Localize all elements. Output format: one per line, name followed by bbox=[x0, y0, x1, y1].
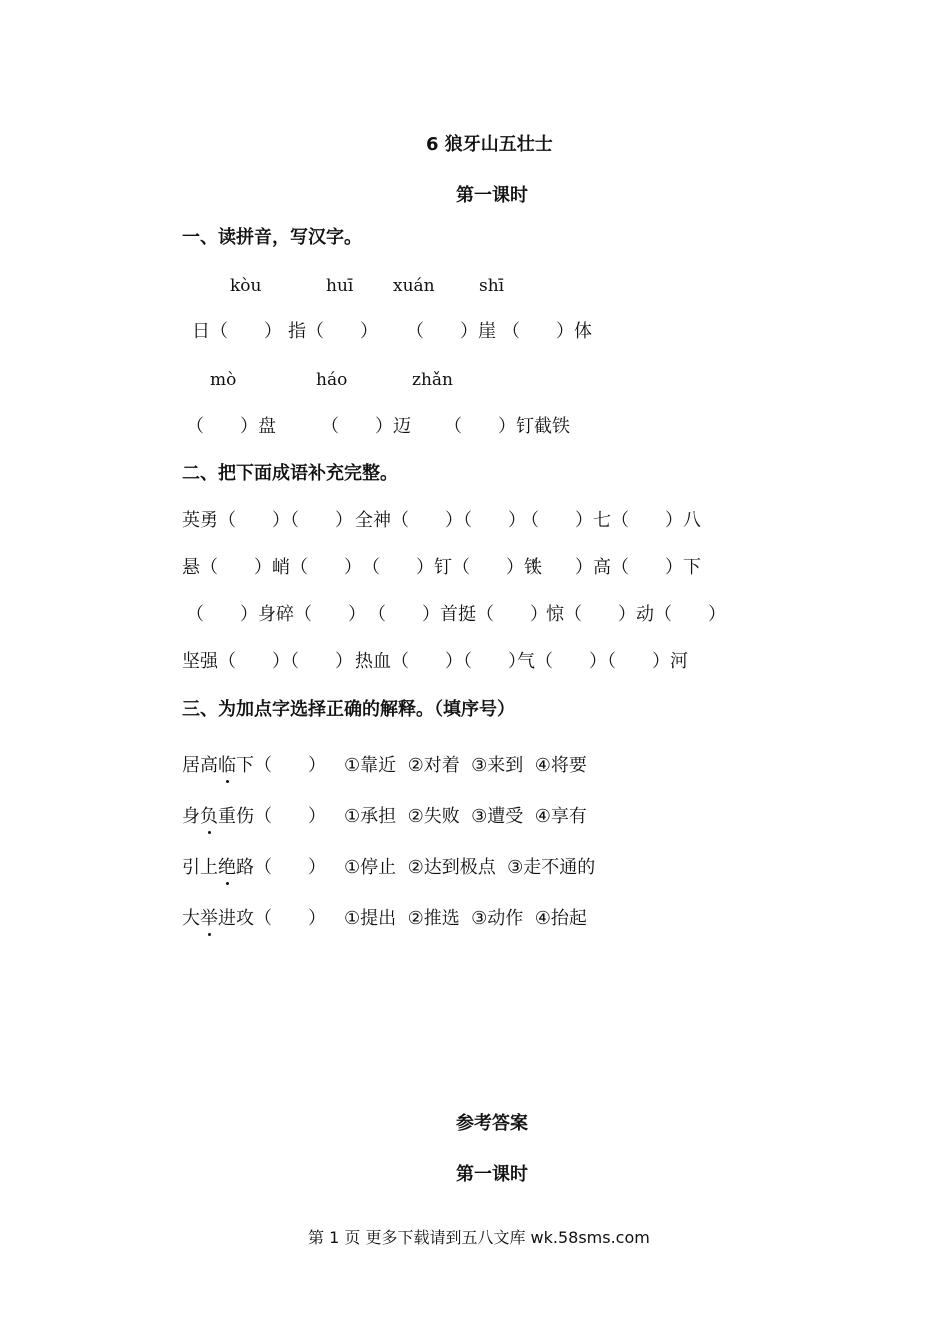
idiom-r3-c1: （ ）身碎（ ） bbox=[186, 604, 366, 625]
options-item-3: ①停止 ②达到极点 ③走不通的 bbox=[344, 857, 596, 878]
pinyin-shi: shī bbox=[479, 276, 505, 296]
word-text: 下（ ） bbox=[236, 755, 326, 776]
idiom-r4-c3: 气（ ）（ ）河 bbox=[517, 651, 688, 672]
pinyin-kou: kòu bbox=[230, 276, 262, 296]
lesson-title: 6 狼牙山五壮士 bbox=[426, 134, 553, 155]
word-text: 大 bbox=[182, 908, 200, 929]
word-text: 引上 bbox=[182, 857, 218, 878]
section-3-heading: 三、为加点字选择正确的解释。（填序号） bbox=[182, 699, 515, 720]
answers-lesson: 第一课时 bbox=[456, 1164, 528, 1185]
pinyin-xuan: xuán bbox=[393, 276, 435, 296]
idiom-r2-c1: 悬（ ）峭（ ） bbox=[182, 557, 362, 578]
word-item-4 bbox=[182, 910, 326, 928]
dotted-char: 绝 bbox=[218, 857, 236, 878]
pinyin-hui: huī bbox=[326, 276, 354, 296]
blank-pan: （ ）盘 bbox=[186, 416, 276, 437]
idiom-r2-c2: （ ）钉（ ）铁 bbox=[362, 557, 542, 578]
idiom-r3-c3: 惊（ ）动（ ） bbox=[546, 604, 726, 625]
blank-ya: （ ）崖 bbox=[406, 321, 496, 342]
idiom-r4-c2: 热血（ ）（ ） bbox=[355, 651, 526, 672]
answers-heading: 参考答案 bbox=[456, 1113, 528, 1134]
blank-ti: （ ）体 bbox=[502, 321, 592, 342]
options-item-4: ①提出 ②推选 ③动作 ④抬起 bbox=[344, 908, 587, 929]
idiom-r1-c2: 全神（ ）（ ） bbox=[355, 510, 526, 531]
word-text: 重伤（ ） bbox=[218, 806, 326, 827]
idiom-r2-c3: （ ）高（ ）下 bbox=[521, 557, 701, 578]
blank-mai: （ ）迈 bbox=[321, 416, 411, 437]
pinyin-mo: mò bbox=[210, 370, 237, 390]
section-2-heading: 二、把下面成语补充完整。 bbox=[182, 463, 398, 484]
word-text: 路（ ） bbox=[236, 857, 326, 878]
dotted-char: 举 bbox=[200, 908, 218, 929]
options-item-1: ①靠近 ②对着 ③来到 ④将要 bbox=[344, 755, 587, 776]
word-item-1 bbox=[182, 757, 326, 775]
word-text: 进攻（ ） bbox=[218, 908, 326, 929]
blank-ri: 日（ ） bbox=[192, 321, 282, 342]
word-item-2 bbox=[182, 808, 326, 826]
idiom-r1-c1: 英勇（ ）（ ） bbox=[182, 510, 353, 531]
section-1-heading: 一、读拼音，写汉字。 bbox=[182, 227, 362, 248]
idiom-r1-c3: （ ）七（ ）八 bbox=[521, 510, 701, 531]
page-footer: 第 1 页 更多下载请到五八文库 wk.58sms.com bbox=[308, 1228, 650, 1247]
options-item-2: ①承担 ②失败 ③遭受 ④享有 bbox=[344, 806, 587, 827]
idiom-r3-c2: （ ）首挺（ ） bbox=[368, 604, 548, 625]
word-item-3 bbox=[182, 859, 326, 877]
dotted-char: 负 bbox=[200, 806, 218, 827]
lesson-subtitle: 第一课时 bbox=[456, 185, 528, 206]
blank-dingjietie: （ ）钉截铁 bbox=[444, 416, 570, 437]
pinyin-hao: háo bbox=[316, 370, 348, 390]
pinyin-zhan: zhǎn bbox=[412, 370, 453, 390]
blank-zhi: 指（ ） bbox=[288, 321, 378, 342]
word-text: 身 bbox=[182, 806, 200, 827]
word-text: 居高 bbox=[182, 755, 218, 776]
dotted-char: 临 bbox=[218, 755, 236, 776]
idiom-r4-c1: 坚强（ ）（ ） bbox=[182, 651, 353, 672]
